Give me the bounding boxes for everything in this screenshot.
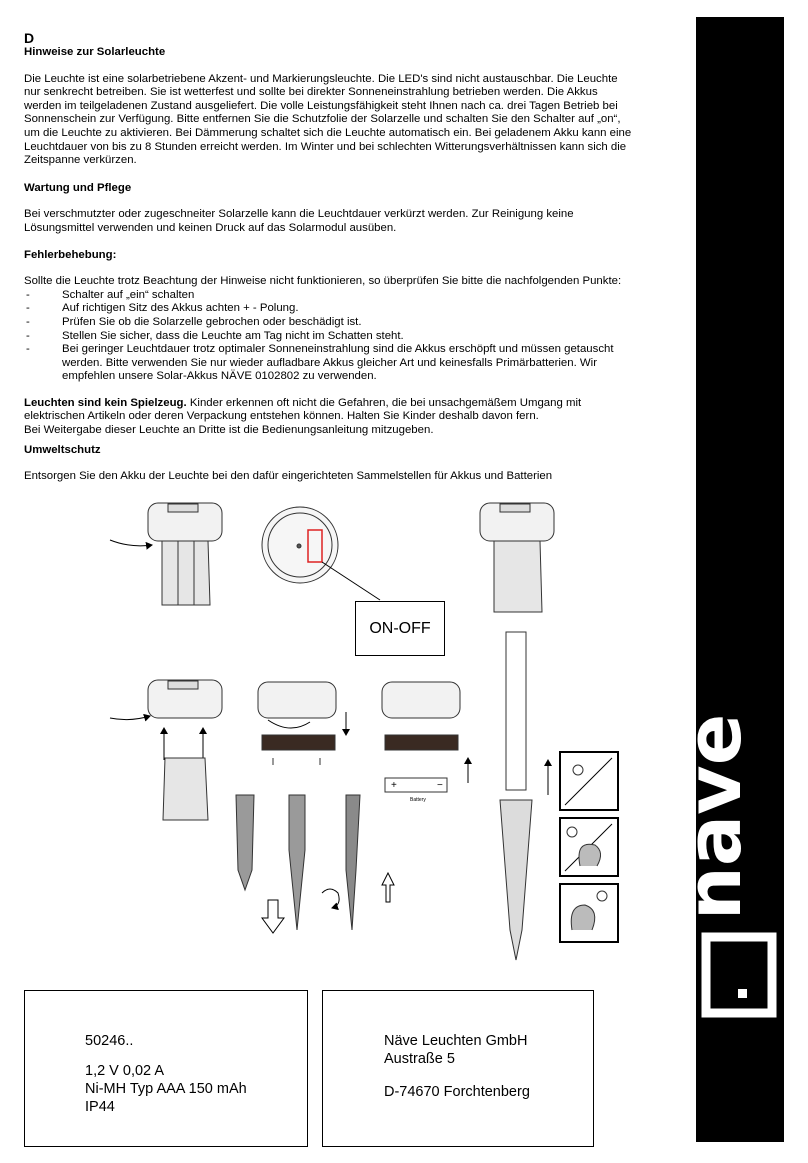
brand-logo-text: näve xyxy=(669,713,758,921)
ip-rating: IP44 xyxy=(85,1099,115,1115)
lamp-head-rotate-illustration xyxy=(110,503,222,605)
brand-bar xyxy=(669,17,784,1142)
safety-bold: Leuchten sind kein Spielzeug. xyxy=(24,396,187,409)
handover-note: Bei Weitergabe dieser Leuchte an Dritte ist die Bedienungsanleitung mitzugeben. xyxy=(24,424,434,437)
company-name: Näve Leuchten GmbH xyxy=(384,1033,528,1049)
battery-label: Battery xyxy=(410,797,426,803)
list-item: - Bei geringer Leuchtdauer trotz optimaler Sonneneinstrahlung sind die Akkus erschöpft und müssen getauscht werden. Bitte verwenden Sie nur wieder aufladbare Akkus gleicher Art und keinesfalls Primärbatterien. Wir empfehlen unsere Solar-Akkus NÄVE 0102802 zu verwenden. xyxy=(24,343,636,384)
list-item: - Stellen Sie sicher, dass die Leuchte am Tag nicht im Schatten steht. xyxy=(24,330,636,344)
battery-plus: + xyxy=(391,780,397,791)
stake-assembly-illustration xyxy=(236,795,394,933)
switch-detail-illustration xyxy=(262,507,380,600)
language-code: D xyxy=(24,30,35,46)
list-item: - Schalter auf „ein“ schalten xyxy=(24,289,636,303)
placement-pictograms xyxy=(560,752,618,942)
lamp-head-open-illustration xyxy=(110,680,222,820)
on-off-callout: ON-OFF xyxy=(355,601,445,656)
battery-spec: Ni-MH Typ AAA 150 mAh xyxy=(85,1081,247,1097)
assembled-lamp-illustration xyxy=(480,503,554,960)
care-heading: Wartung und Pflege xyxy=(24,181,132,194)
electrical-rating: 1,2 V 0,02 A xyxy=(85,1063,165,1079)
care-paragraph: Bei verschmutzter oder zugeschneiter Solarzelle kann die Leuchtdauer verkürzt werden. Zur Reinigung keine Lösungsmittel verwenden und keinen Druck auf das Solarmodul ausüben. xyxy=(24,208,574,234)
spec-box xyxy=(24,990,308,1147)
safety-text: Kinder erkennen oft nicht die Gefahren, die bei unsachgemäßem Umgang mit elektrischen Artikeln oder deren Verpackung entstehen können. Halten Sie Kinder deshalb davon fern. xyxy=(24,396,582,423)
naeve-logo xyxy=(669,17,784,1142)
street-address: Austraße 5 xyxy=(384,1051,455,1067)
list-item: - Prüfen Sie ob die Solarzelle gebrochen oder beschädigt ist. xyxy=(24,316,636,330)
battery-insert-illustration xyxy=(258,682,346,765)
troubleshooting-intro: Sollte die Leuchte trotz Beachtung der Hinweise nicht funktionieren, so überprüfen Sie bitte die nachfolgenden Punkte: xyxy=(24,275,622,288)
environment-heading: Umweltschutz xyxy=(24,443,101,456)
environment-paragraph: Entsorgen Sie den Akku der Leuchte bei den dafür eingerichteten Sammelstellen für Akkus und Batterien xyxy=(24,470,553,483)
city-address: D-74670 Forchtenberg xyxy=(384,1084,530,1100)
list-item: - Auf richtigen Sitz des Akkus achten + - Polung. xyxy=(24,302,636,316)
battery-compartment-illustration xyxy=(382,682,468,792)
page-title: Hinweise zur Solarleuchte xyxy=(24,46,166,58)
intro-paragraph: Die Leuchte ist eine solarbetriebene Akzent- und Markierungsleuchte. Die LED's sind nicht austauschbar. Die Leuchte nur senkrecht betreiben. Sie ist wetterfest und sollte bei direkter Sonneneinstrahlung betrieben werden. Die Akkus werden im teilgeladenen Zustand ausgeliefert. Die volle Leistungsfähigkeit steht Ihnen nach ca. drei Tagen Betrieb bei Sonnenschein zur Verfügung. Bitte entfernen Sie die Schutzfolie der Solarzelle und schalten Sie den Schalter auf „on“, um die Leuchte zu aktivieren. Bei Dämmerung schaltet sich die Leuchte automatisch ein. Bei geladenem Akku kann eine Leuchtdauer von bis zu 8 Stunden erreicht werden. Im Winter und bei schlechten Witterungsverhältnissen kann sich die Zeitspanne verkürzen. xyxy=(24,72,632,167)
article-number: 50246.. xyxy=(85,1033,134,1049)
troubleshooting-heading: Fehlerbehebung: xyxy=(24,248,117,261)
address-box xyxy=(322,990,594,1147)
battery-minus: − xyxy=(437,780,443,791)
